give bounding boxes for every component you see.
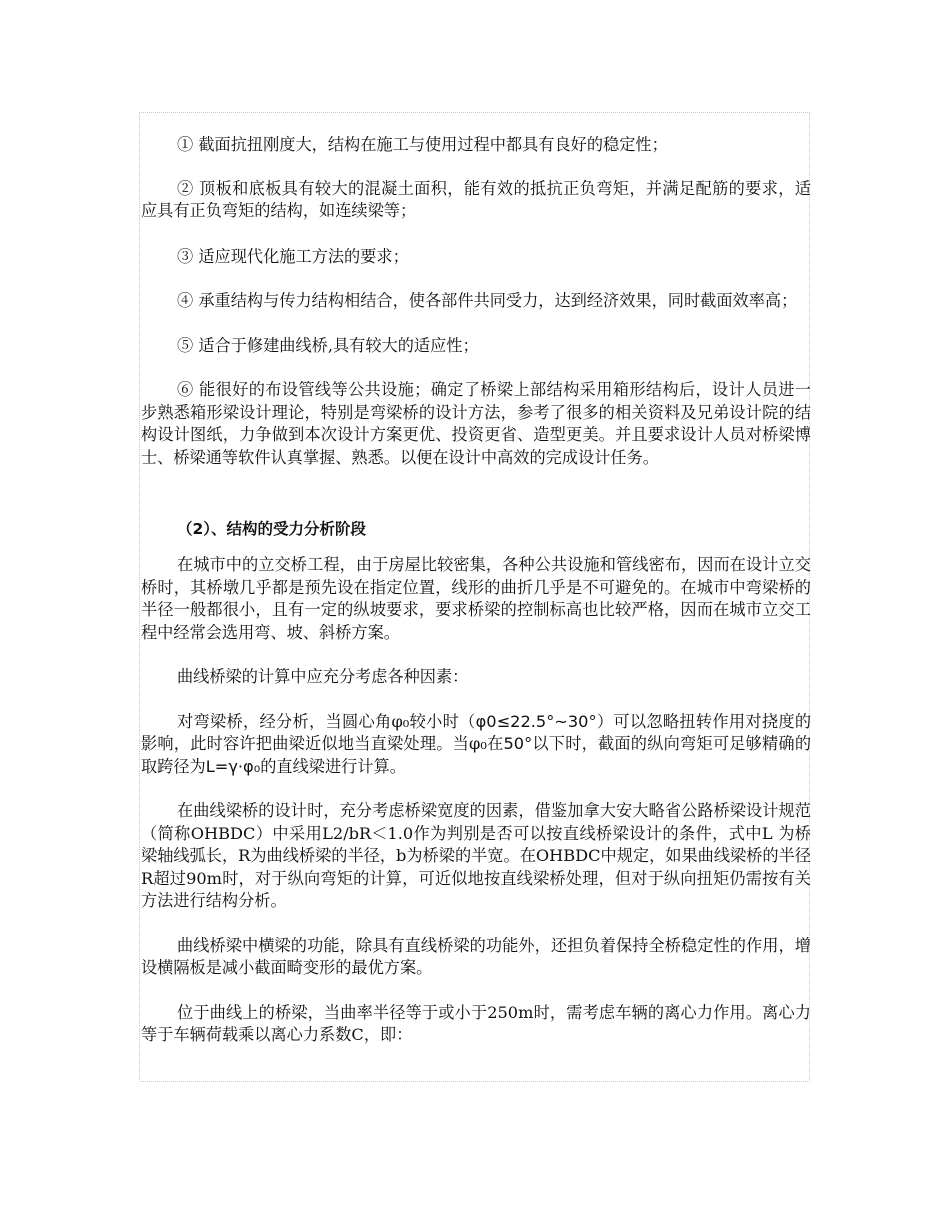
p3-text-e: 以下时，截面的纵向弯矩可足够精确的取跨径为 xyxy=(141,734,812,776)
advantage-item-2: ② 顶板和底板具有较大的混凝土面积，能有效的抵抗正负弯矩，并满足配筋的要求，适应具有正负弯矩的结构，如连续梁等； xyxy=(141,178,811,220)
advantage-item-3: ③ 适应现代化施工方法的要求； xyxy=(177,246,409,266)
p3-text-f: 的直线梁进行计算。 xyxy=(260,756,406,776)
body-paragraph-2: 曲线桥梁的计算中应充分考虑各种因素： xyxy=(177,667,469,686)
angle-range: φ0≤22.5°~30° xyxy=(475,711,597,731)
p3-text-b: 较小时（ xyxy=(409,711,476,731)
p3-text-d: 在 xyxy=(486,734,504,753)
body-paragraph-6: 位于曲线上的桥梁，当曲率半径等于或小于250m时，需考虑车辆的离心力作用。离心力等于车辆荷载乘以离心力系数C，即： xyxy=(141,1002,811,1044)
body-paragraph-1: 在城市中的立交桥工程，由于房屋比较密集，各种公共设施和管线密布，因而在设计立交桥时，其桥墩几乎都是预先设在指定位置，线形的曲折几乎是不可避免的。在城市中弯梁桥的半径一般都很小，且有一定的纵坡要求，要求桥梁的控制标高也比较严格，因而在城市立交工程中经常会选用弯、坡、斜桥方案。 xyxy=(141,555,811,642)
advantage-item-6: ⑥ 能很好的布设管线等公共设施；确定了桥梁上部结构采用箱形结构后，设计人员进一步熟悉箱形梁设计理论，特别是弯梁桥的设计方法，参考了很多的相关资料及兄弟设计院的结构设计图纸，力争做到本次设计方案更优、投资更省、造型更美。并且要求设计人员对桥梁博士、桥梁通等软件认真掌握、熟悉。以便在设计中高效的完成设计任务。 xyxy=(141,380,811,467)
phi0-symbol: φ₀ xyxy=(391,711,410,731)
advantage-item-5: ⑤ 适合于修建曲线桥,具有较大的适应性； xyxy=(177,335,479,355)
document-body xyxy=(141,134,811,1047)
body-paragraph-5: 曲线桥梁中横梁的功能，除具有直线桥梁的功能外，还担负着保持全桥稳定性的作用，增设横隔板是减小截面畸变形的最优方案。 xyxy=(141,935,811,977)
body-paragraph-3 xyxy=(141,711,811,779)
section-heading: （2）、结构的受力分析阶段 xyxy=(177,520,367,538)
phi0-symbol-2: φ₀ xyxy=(469,734,487,753)
advantage-item-4: ④ 承重结构与传力结构相结合，使各部件共同受力，达到经济效果，同时截面效率高； xyxy=(177,291,798,310)
angle-limit: 50° xyxy=(503,734,533,753)
p3-text-c: ）可以忽略扭转作用对挠度的影响，此时容许把曲梁近似地当直梁处理。当 xyxy=(141,711,812,753)
span-formula: L=γ·φ₀ xyxy=(205,756,261,776)
body-paragraph-4: 在曲线梁桥的设计时，充分考虑桥梁宽度的因素，借鉴加拿大安大略省公路桥梁设计规范（简称OHBDC）中采用L2/bR＜1.0作为判别是否可以按直线桥梁设计的条件，式中L 为桥梁轴线弧长，R为曲线桥梁的半径，b为桥梁的半宽。在OHBDC中规定，如果曲线梁桥的半径R超过90m时，对于纵向弯矩的计算，可近似地按直线梁桥处理，但对于纵向扭矩仍需按有关方法进行结构分析。 xyxy=(141,801,811,910)
advantage-item-1: ① 截面抗扭刚度大，结构在施工与使用过程中都具有良好的稳定性； xyxy=(177,135,668,154)
p3-text-a: 对弯梁桥，经分析，当圆心角 xyxy=(177,711,392,731)
